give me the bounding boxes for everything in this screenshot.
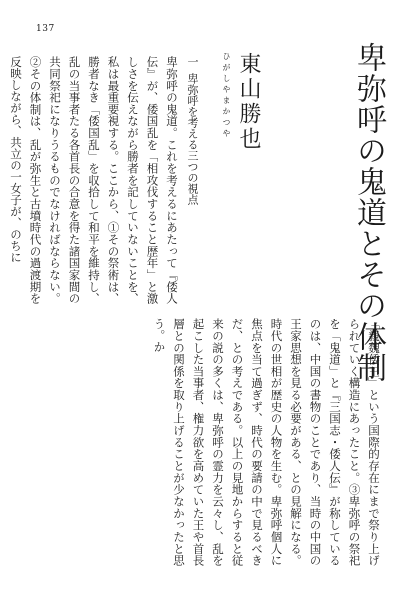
author-block	[217, 52, 261, 182]
author-name: 東山勝也	[236, 52, 261, 152]
page-number: 137	[36, 24, 55, 34]
paragraph: 卑弥呼の鬼道。これを考えるにあたって『倭人伝』が、倭国乱を「相攻伐すること歴年」と激しさを伝えながら勝者を記していないことを、私は最重要視する。ここから、①その祭術は、勝者なき「倭国乱」を収拾して和平を維持し、乱の当事者たる各首長の合意を得た諸国家間の共同祭祀になりうるものでなければならない。②その体制は、乱が弥生と古墳時代の過渡期を反映しながら、共立の一女子が、のちに	[9, 56, 179, 304]
body-text-bottom	[152, 318, 383, 566]
section-heading-text: 卑弥呼を考える三つの視点	[186, 73, 199, 205]
paragraph: 「親魏倭王」という国際的存在にまで祭り上げられていく構造にあったこと。③卑弥呼の祭祀を「鬼道」と『三国志・倭人伝』が称しているのは、中国の書物のことであり、当時の中国の王家思想を見る必要がある、との見解になる。時代の世相が歴史の人物を生む。卑弥呼個人に焦点を当て過ぎず、時代の要請の中で見るべきだ、との考えである。以上の見地からすると従来の説の多くは、卑弥呼の霊力を云々し、乱を起こした当事者、権力欲を高めていた王や首長層との関係を取り上げることが少なかったと思う。か	[152, 318, 381, 566]
article-title: 卑弥呼の鬼道とその体制	[351, 42, 386, 383]
body-text-top	[9, 56, 181, 304]
section-heading	[185, 56, 199, 205]
author-ruby: ひがしやまかつや	[222, 52, 231, 140]
section-number: 一	[186, 56, 199, 67]
